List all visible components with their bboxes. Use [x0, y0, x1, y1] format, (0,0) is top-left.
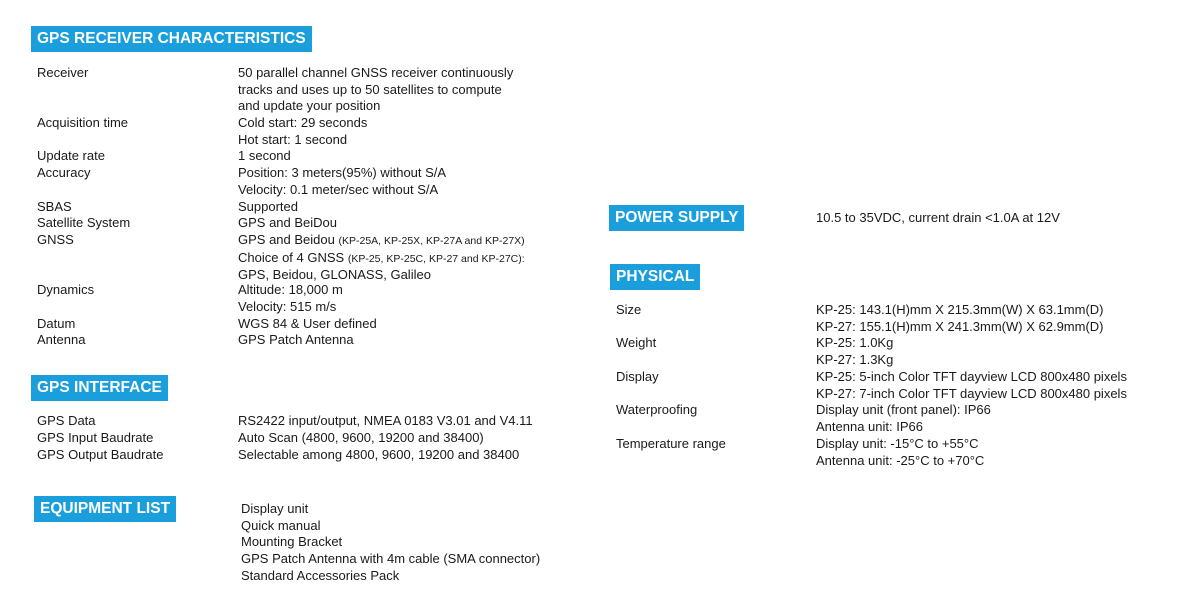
weight-value: KP-25: 1.0Kg KP-27: 1.3Kg — [816, 335, 894, 367]
datum-label: Datum — [37, 316, 76, 331]
size-label: Size — [616, 302, 642, 317]
waterproofing-label: Waterproofing — [616, 402, 698, 417]
antenna-label: Antenna — [37, 332, 86, 347]
gps-interface-header: GPS INTERFACE — [31, 375, 168, 401]
waterproofing-value: Display unit (front panel): IP66 Antenna unit: IP66 — [816, 402, 991, 434]
antenna-value: GPS Patch Antenna — [238, 332, 354, 347]
list-item: Standard Accessories Pack — [241, 567, 400, 583]
list-item: GPS Patch Antenna with 4m cable (SMA connector) — [241, 551, 541, 567]
physical-header: PHYSICAL — [610, 264, 700, 290]
dynamics-value: Altitude: 18,000 m Velocity: 515 m/s — [238, 282, 343, 314]
gps-output-baudrate-value: Selectable among 4800, 9600, 19200 and 38400 — [238, 447, 520, 462]
satellite-system-label: Satellite System — [37, 215, 131, 230]
datum-value: WGS 84 & User defined — [238, 316, 377, 331]
weight-label: Weight — [616, 335, 657, 350]
gps-data-value: RS2422 input/output, NMEA 0183 V3.01 and V4.11 — [238, 413, 533, 428]
acquisition-time-label: Acquisition time — [37, 115, 129, 130]
list-item: Mounting Bracket — [241, 534, 343, 550]
accuracy-value: Position: 3 meters(95%) without S/A Velocity: 0.1 meter/sec without S/A — [238, 165, 447, 197]
gps-input-baudrate-label: GPS Input Baudrate — [37, 430, 154, 445]
accuracy-label: Accuracy — [37, 165, 91, 180]
power-supply-value: 10.5 to 35VDC, current drain <1.0A at 12V — [816, 210, 1060, 225]
equipment-list — [241, 501, 540, 585]
gnss-label: GNSS — [37, 232, 74, 247]
power-supply-header: POWER SUPPLY — [609, 205, 744, 231]
gps-receiver-header: GPS RECEIVER CHARACTERISTICS — [31, 26, 312, 52]
satellite-system-value: GPS and BeiDou — [238, 215, 338, 230]
equipment-list-header: EQUIPMENT LIST — [34, 496, 176, 522]
size-value: KP-25: 143.1(H)mm X 215.3mm(W) X 63.1mm(D) KP-27: 155.1(H)mm X 241.3mm(W) X 62.9mm(D) — [816, 302, 1104, 334]
list-item: Display unit — [241, 501, 309, 516]
gps-input-baudrate-value: Auto Scan (4800, 9600, 19200 and 38400) — [238, 430, 484, 445]
display-label: Display — [616, 369, 659, 384]
receiver-label: Receiver — [37, 65, 89, 80]
display-value: KP-25: 5-inch Color TFT dayview LCD 800x480 pixels KP-27: 7-inch Color TFT dayview LCD 800x480 pixels — [816, 369, 1127, 401]
gps-output-baudrate-label: GPS Output Baudrate — [37, 447, 164, 462]
receiver-value: 50 parallel channel GNSS receiver continuously tracks and uses up to 50 satellites to compute and update your position — [238, 65, 514, 114]
acquisition-time-value: Cold start: 29 seconds Hot start: 1 second — [238, 115, 368, 147]
sbas-label: SBAS — [37, 199, 72, 214]
update-rate-label: Update rate — [37, 148, 105, 163]
gnss-value: GPS and Beidou (KP-25A, KP-25X, KP-27A and KP-27X) Choice of 4 GNSS (KP-25, KP-25C, KP-27 and KP-27C): GPS, Beidou, GLONASS, Galileo — [238, 232, 525, 283]
temperature-range-value: Display unit: -15°C to +55°C Antenna unit: -25°C to +70°C — [816, 436, 985, 468]
gps-data-label: GPS Data — [37, 413, 96, 428]
sbas-value: Supported — [238, 199, 298, 214]
list-item: Quick manual — [241, 517, 321, 533]
update-rate-value: 1 second — [238, 148, 291, 163]
temperature-range-label: Temperature range — [616, 436, 726, 451]
dynamics-label: Dynamics — [37, 282, 95, 297]
